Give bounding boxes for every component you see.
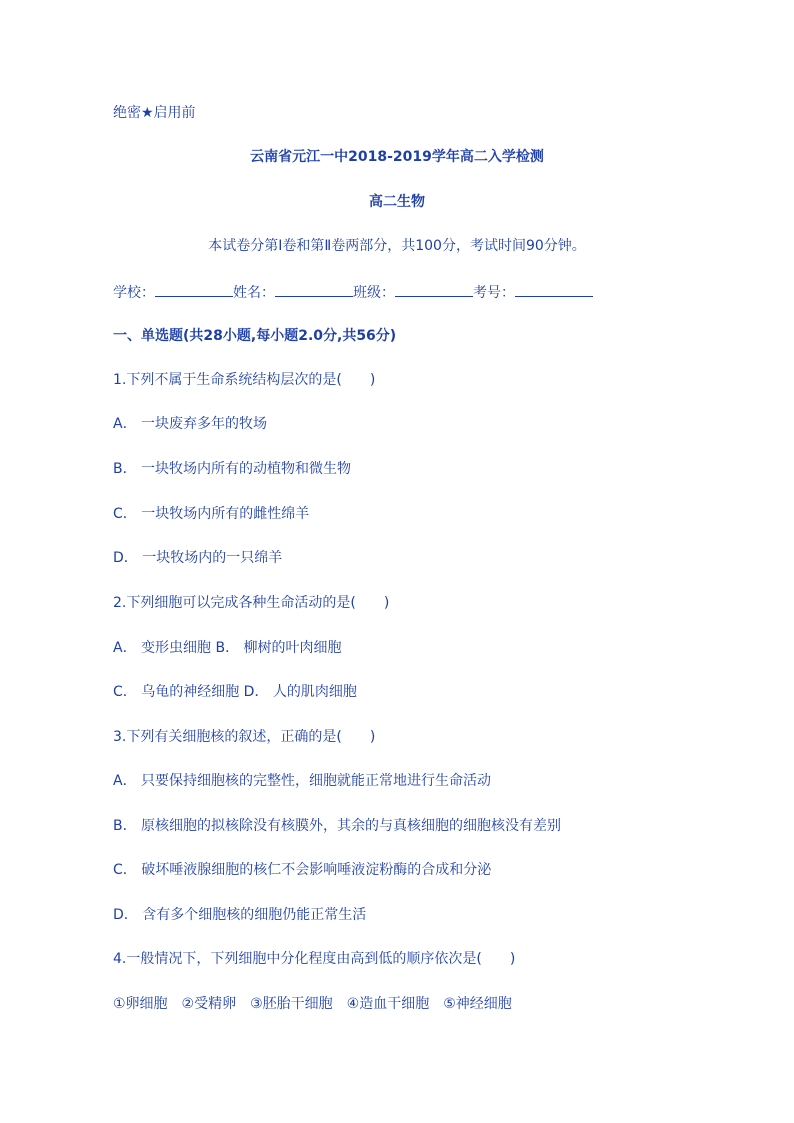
subject-title: 高二生物 — [369, 194, 425, 210]
question-stem: 1.下列不属于生命系统结构层次的是( ) — [113, 372, 376, 388]
option-item: D． 含有多个细胞核的细胞仍能正常生活 — [113, 907, 367, 923]
option-item: B． 一块牧场内所有的动植物和微生物 — [113, 461, 352, 477]
option-item: A． 只要保持细胞核的完整性，细胞就能正常地进行生命活动 — [113, 773, 492, 789]
option-item: ①卵细胞 ②受精卵 ③胚胎干细胞 ④造血干细胞 ⑤神经细胞 — [113, 996, 512, 1012]
option-item: C． 乌龟的神经细胞 D． 人的肌肉细胞 — [113, 684, 357, 700]
option-item: D． 一块牧场内的一只绵羊 — [113, 550, 283, 566]
option-item: A． 变形虫细胞 B． 柳树的叶肉细胞 — [113, 640, 342, 656]
exam-title: 云南省元江一中2018-2019学年高二入学检测 — [250, 149, 544, 165]
section-heading: 一、单选题(共28小题,每小题2.0分,共56分) — [113, 328, 397, 344]
option-item: C． 一块牧场内所有的雌性绵羊 — [113, 506, 310, 522]
option-item: C． 破坏唾液腺细胞的核仁不会影响唾液淀粉酶的合成和分泌 — [113, 862, 492, 878]
exam-no-label: 考号： — [473, 285, 515, 301]
class-label: 班级： — [353, 285, 395, 301]
student-info-row — [113, 282, 593, 302]
secret-mark: 绝密★启用前 — [113, 105, 196, 121]
name-label: 姓名： — [233, 285, 275, 301]
option-item: B． 原核细胞的拟核除没有核膜外，其余的与真核细胞的细胞核没有差别 — [113, 818, 562, 834]
name-blank[interactable] — [275, 282, 353, 297]
question-stem: 3.下列有关细胞核的叙述，正确的是( ) — [113, 729, 376, 745]
option-item: A． 一块废弃多年的牧场 — [113, 416, 268, 432]
question-stem: 4.一般情况下，下列细胞中分化程度由高到低的顺序依次是( ) — [113, 951, 516, 967]
school-label: 学校： — [113, 285, 155, 301]
exam-instructions: 本试卷分第Ⅰ卷和第Ⅱ卷两部分，共100分，考试时间90分钟。 — [208, 238, 586, 254]
school-blank[interactable] — [155, 282, 233, 297]
question-stem: 2.下列细胞可以完成各种生命活动的是( ) — [113, 595, 390, 611]
class-blank[interactable] — [395, 282, 473, 297]
exam-no-blank[interactable] — [515, 282, 593, 297]
